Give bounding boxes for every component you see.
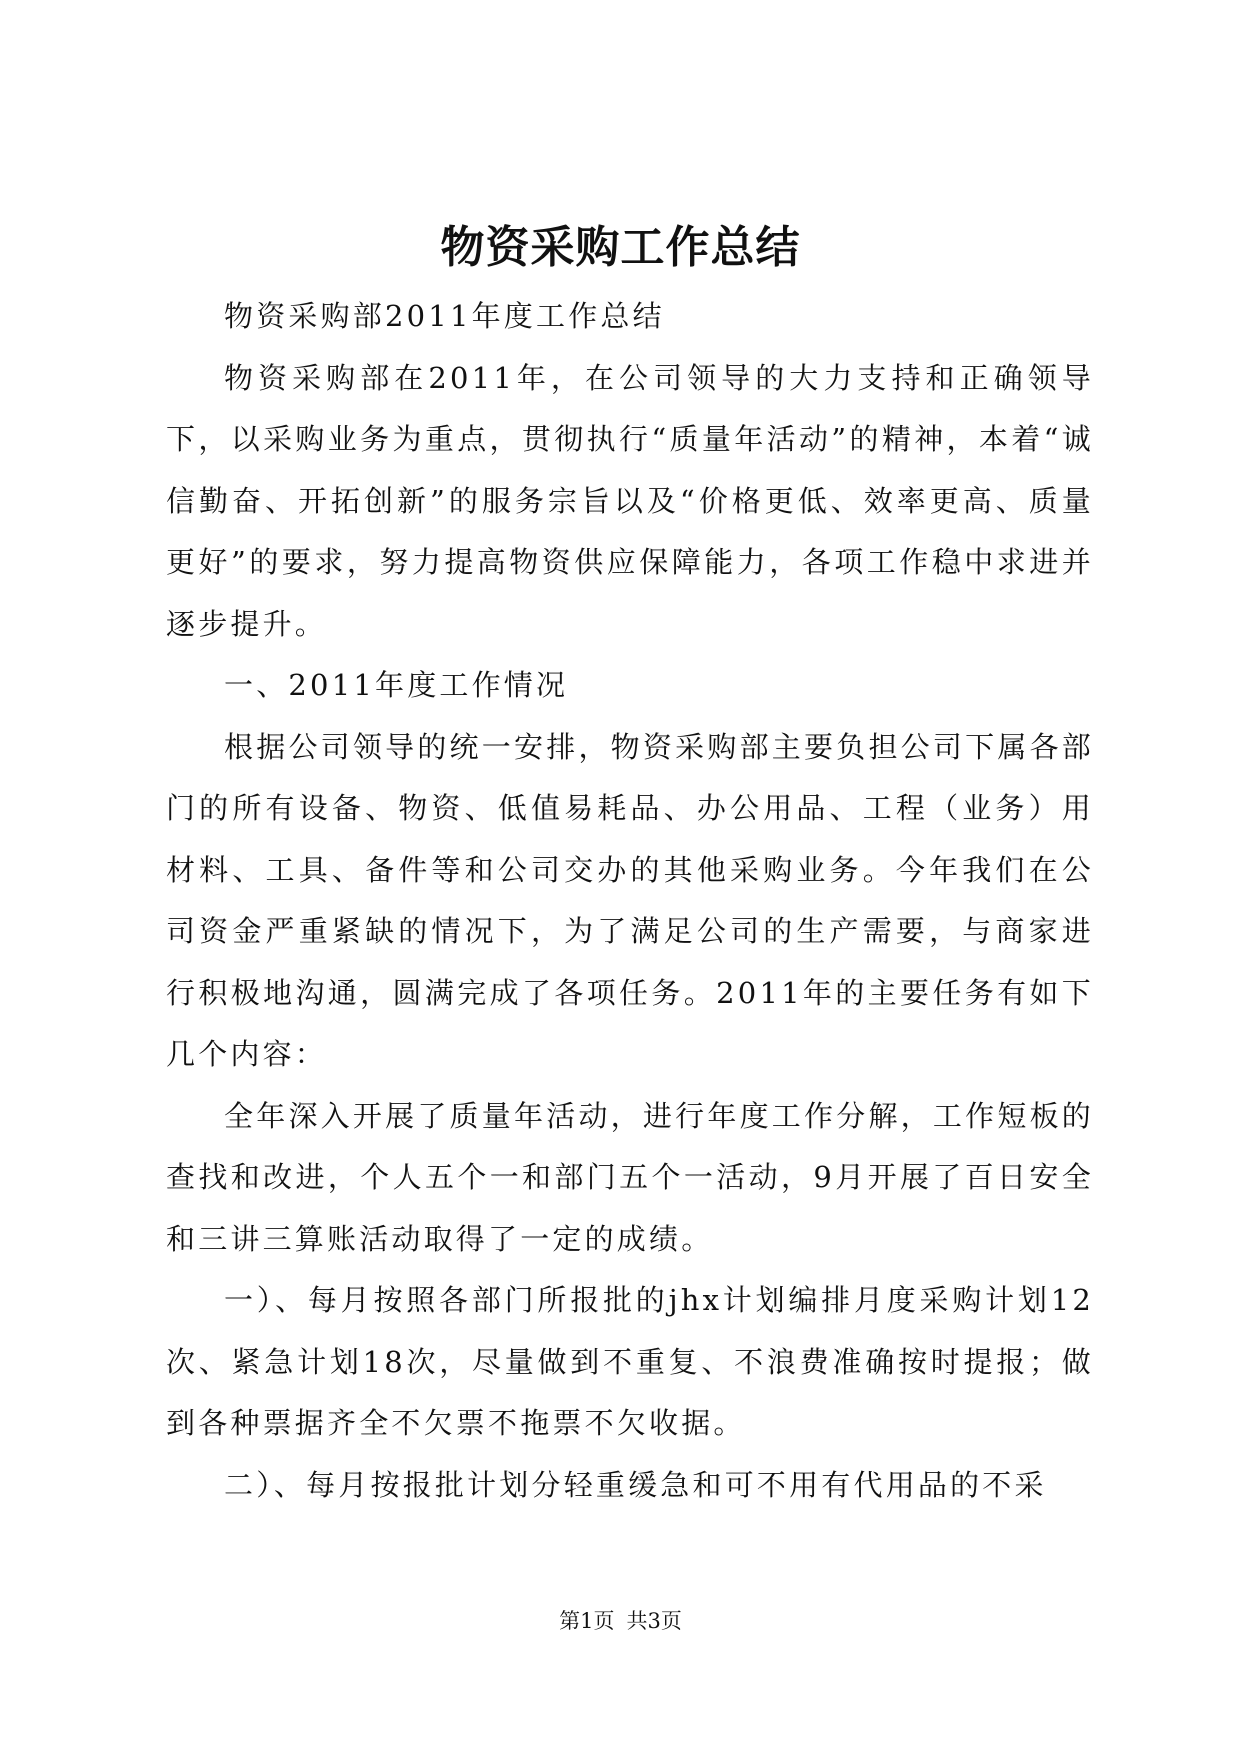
section-heading: 一、2011年度工作情况: [224, 668, 569, 702]
paragraph-quality-year: 全年深入开展了质量年活动，进行年度工作分解，工作短板的查找和改进，个人五个一和部门五个一活动，9月开展了百日安全和三讲三算账活动取得了一定的成绩。: [166, 1098, 1094, 1256]
page-footer: [0, 1606, 1241, 1636]
document-title: 物资采购工作总结: [440, 222, 801, 273]
page-number: 第1页: [559, 1609, 615, 1633]
paragraph-subtitle: 物资采购部2011年度工作总结: [224, 299, 665, 333]
paragraph-item-1: 一）、每月按照各部门所报批的jhx计划编排月度采购计划12次、紧急计划18次，尽量做到不重复、不浪费准确按时提报；做到各种票据齐全不欠票不拖票不欠收据。: [166, 1283, 1094, 1440]
document-body: [166, 286, 1094, 1516]
page-total: 共3页: [626, 1609, 682, 1633]
paragraph-intro: 物资采购部在2011年，在公司领导的大力支持和正确领导下，以采购业务为重点，贯彻执行“质量年活动”的精神，本着“诚信勤奋、开拓创新”的服务宗旨以及“价格更低、效率更高、质量更好”的要求，努力提高物资供应保障能力，各项工作稳中求进并逐步提升。: [166, 360, 1094, 641]
paragraph-item-2: 二）、每月按报批计划分轻重缓急和可不用有代用品的不采: [224, 1467, 1047, 1502]
paragraph-arrangement: 根据公司领导的统一安排，物资采购部主要负担公司下属各部门的所有设备、物资、低值易耗品、办公用品、工程（业务）用材料、工具、备件等和公司交办的其他采购业务。今年我们在公司资金严重紧缺的情况下，为了满足公司的生产需要，与商家进行积极地沟通，圆满完成了各项任务。2011年的主要任务有如下几个内容：: [166, 729, 1094, 1071]
